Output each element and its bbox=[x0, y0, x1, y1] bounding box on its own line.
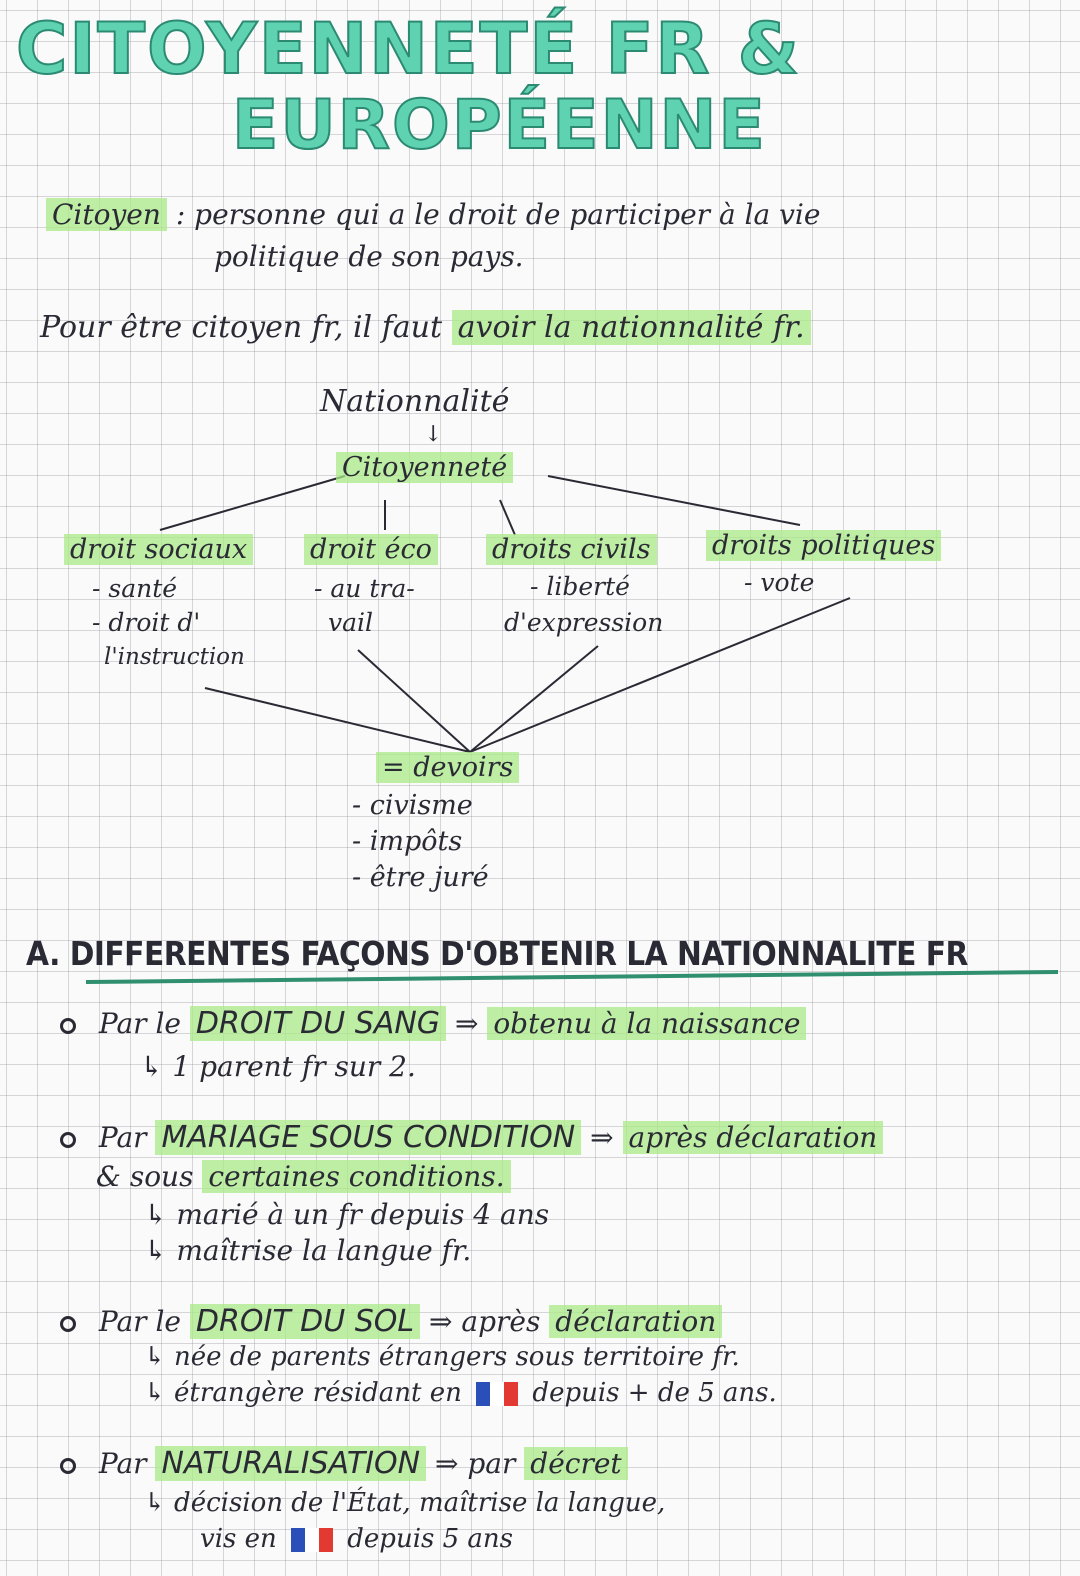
entry-detail: ↳ décision de l'État, maîtrise la langue, bbox=[144, 1488, 666, 1518]
diagram-citizenship bbox=[336, 452, 513, 483]
diagram-nationality: Nationnalité bbox=[320, 384, 510, 419]
entry-result: décret bbox=[524, 1447, 627, 1480]
duty-item: - impôts bbox=[352, 826, 463, 857]
entry-line2-highlight: certaines conditions. bbox=[202, 1160, 510, 1193]
branch-economic-label: droit éco bbox=[304, 534, 438, 565]
entry-detail-flag bbox=[200, 1524, 513, 1554]
entry-line2-prefix: & sous bbox=[96, 1160, 194, 1193]
branch-economic-rights bbox=[304, 534, 438, 565]
entry-detail-before: ↳ étrangère résidant en bbox=[144, 1378, 462, 1408]
definition-term: Citoyen bbox=[46, 198, 167, 231]
branch-political-item: - vote bbox=[744, 568, 815, 597]
branch-civil-item: - liberté bbox=[530, 572, 630, 601]
bullet-icon bbox=[60, 1132, 76, 1148]
duty-item: - être juré bbox=[352, 862, 489, 893]
entry-blood-right bbox=[60, 1006, 806, 1041]
arrow-icon: ⇒ bbox=[454, 1007, 479, 1040]
entry-detail-flag bbox=[144, 1378, 777, 1408]
branch-political-label: droits politiques bbox=[706, 530, 941, 561]
entry-naturalisation bbox=[60, 1446, 628, 1481]
bullet-icon bbox=[60, 1316, 76, 1332]
entry-detail-after: depuis + de 5 ans. bbox=[532, 1378, 777, 1408]
entry-result-plain: après bbox=[461, 1305, 541, 1338]
branch-civil-item: d'expression bbox=[504, 608, 664, 637]
bullet-icon bbox=[60, 1018, 76, 1034]
entry-result-plain: par bbox=[467, 1447, 516, 1480]
entry-result: déclaration bbox=[549, 1305, 722, 1338]
entry-detail: ↳ née de parents étrangers sous territoire fr. bbox=[144, 1342, 740, 1372]
duties-label bbox=[376, 752, 519, 783]
entry-prefix: Par bbox=[98, 1121, 147, 1154]
entry-result: après déclaration bbox=[623, 1121, 884, 1154]
duty-item: - civisme bbox=[352, 790, 473, 821]
branch-civil-rights bbox=[486, 534, 657, 565]
entry-detail: ↳ 1 parent fr sur 2. bbox=[140, 1050, 416, 1083]
arrow-icon: ⇒ bbox=[429, 1305, 453, 1338]
entry-prefix: Par le bbox=[98, 1007, 181, 1040]
duties-label-text: = devoirs bbox=[376, 752, 519, 783]
arrow-icon: ⇒ bbox=[590, 1121, 614, 1154]
page-title: CITOYENNETÉ FR & bbox=[16, 8, 801, 90]
section-a-heading: A. DIFFERENTES FAÇONS D'OBTENIR LA NATIONNALITE FR bbox=[26, 934, 968, 973]
branch-civil-label: droits civils bbox=[486, 534, 657, 565]
entry-result: obtenu à la naissance bbox=[487, 1007, 806, 1040]
entry-key: DROIT DU SANG bbox=[190, 1006, 446, 1041]
condition-highlight: avoir la nationnalité fr. bbox=[452, 310, 811, 345]
entry-detail: ↳ maîtrise la langue fr. bbox=[144, 1234, 472, 1267]
entry-marriage bbox=[60, 1120, 883, 1155]
entry-prefix: Par le bbox=[98, 1305, 181, 1338]
entry-key: NATURALISATION bbox=[155, 1446, 426, 1481]
branch-social-label: droit sociaux bbox=[64, 534, 253, 565]
entry-detail-before: vis en bbox=[200, 1524, 277, 1554]
branch-social-item: l'instruction bbox=[104, 644, 245, 670]
entry-detail: ↳ marié à un fr depuis 4 ans bbox=[144, 1198, 550, 1231]
entry-key: MARIAGE SOUS CONDITION bbox=[155, 1120, 581, 1155]
french-flag-icon bbox=[476, 1382, 518, 1406]
entry-prefix: Par bbox=[98, 1447, 147, 1480]
entry-detail-after: depuis 5 ans bbox=[347, 1524, 514, 1554]
branch-social-item: - santé bbox=[92, 574, 178, 603]
page-title-line2: EUROPÉENNE bbox=[232, 86, 767, 165]
definition-text-line2: politique de son pays. bbox=[214, 240, 524, 273]
diagram-citizenship-label: Citoyenneté bbox=[336, 452, 513, 483]
heading-underline bbox=[86, 972, 1058, 982]
entry-key: DROIT DU SOL bbox=[190, 1304, 420, 1339]
french-flag-icon bbox=[291, 1528, 333, 1552]
entry-marriage-line2 bbox=[96, 1160, 511, 1193]
entry-soil-right bbox=[60, 1304, 722, 1339]
diagram-arrow-icon: ↓ bbox=[424, 422, 443, 447]
branch-economic-item: - au tra- bbox=[314, 574, 415, 603]
condition-before: Pour être citoyen fr, il faut bbox=[40, 310, 443, 345]
branch-social-rights bbox=[64, 534, 253, 565]
definition-separator: : bbox=[175, 198, 186, 231]
branch-political-rights bbox=[706, 530, 941, 561]
branch-economic-item: vail bbox=[328, 608, 374, 637]
definition-text-line1: personne qui a le droit de participer à la vie bbox=[194, 198, 821, 231]
branch-social-item: - droit d' bbox=[92, 608, 201, 637]
bullet-icon bbox=[60, 1458, 76, 1474]
arrow-icon: ⇒ bbox=[435, 1447, 459, 1480]
